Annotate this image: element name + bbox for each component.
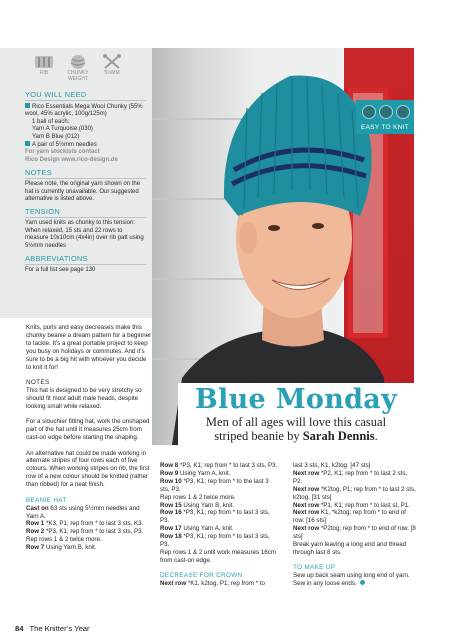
instruction-text: 63 sts using 5½mm needles and Yarn A. bbox=[26, 504, 140, 520]
repeat-instruction: Rep rows 1 & 2 twice more. bbox=[160, 493, 236, 501]
notes-paragraph: For a slouchier fitting hat, work the unshaped part of the hat until it measures 25cm from cast-on edge before starting the shaping. bbox=[26, 418, 150, 442]
instruction-text: *P3, K1; rep from * to last 3 sts, P3. bbox=[160, 533, 270, 549]
pattern-info-box bbox=[0, 48, 152, 318]
yarn-text: Rico Essentials Mega Wool Chunky (55% wool, 45% acrylic, 100g/125m) bbox=[25, 104, 143, 118]
column-3 bbox=[293, 462, 417, 588]
end-mark-icon bbox=[360, 580, 365, 585]
make-up-text bbox=[293, 572, 417, 588]
instruction-text: *K3, P1; rep from * to last 3 sts, K3. bbox=[44, 520, 144, 528]
decrease-heading: DECREASE FOR CROWN bbox=[160, 572, 243, 580]
row-instruction bbox=[293, 470, 417, 486]
instruction-label: Next row bbox=[293, 485, 320, 493]
needles-text: A pair of 5½mm needles bbox=[32, 142, 97, 149]
instruction-label: Cast on bbox=[26, 504, 49, 512]
swatch-weight bbox=[67, 54, 89, 82]
page-footer bbox=[15, 624, 90, 633]
difficulty-badge bbox=[356, 100, 414, 134]
stockists-label: For yarn stockists contact bbox=[25, 149, 100, 156]
rico-label: Rico Design www.rico-design.de bbox=[25, 156, 118, 163]
row-instruction bbox=[293, 509, 417, 525]
yarn-ball-icon bbox=[379, 105, 393, 119]
beanie-heading: BEANIE HAT bbox=[26, 496, 67, 504]
magazine-name: The Knitter’s Year bbox=[29, 624, 90, 633]
swatch-label: 5½MM bbox=[104, 70, 120, 76]
row-instruction bbox=[160, 509, 280, 525]
pattern-subtitle bbox=[178, 415, 414, 443]
row-instruction bbox=[26, 544, 152, 552]
tension-heading: TENSION bbox=[25, 207, 146, 218]
instruction-text: Using Yarn B, knit. bbox=[181, 501, 235, 509]
eye bbox=[312, 223, 324, 229]
make-up-body: Sew up back seam using long end of yarn. Sew in any loose ends. bbox=[293, 572, 410, 588]
column-2 bbox=[160, 462, 280, 588]
instruction-label: Next row bbox=[293, 501, 320, 509]
title-block bbox=[178, 383, 414, 445]
instruction-label: Next row bbox=[293, 525, 320, 533]
page-number: 84 bbox=[15, 624, 24, 633]
instruction-text: *P3, K1; rep from * to last 3 sts, P3. bbox=[160, 509, 270, 525]
break-instruction: Break yarn leaving a long end and thread through last 8 sts. bbox=[293, 541, 407, 556]
notes-heading: NOTES bbox=[25, 168, 146, 179]
repeat-instruction: Rep rows 1 & 2 twice more. bbox=[26, 536, 102, 544]
yarn-ball-icon bbox=[396, 105, 410, 119]
row-instruction bbox=[293, 502, 417, 510]
yarn-ball-icon bbox=[362, 105, 376, 119]
row-instruction bbox=[160, 478, 280, 494]
column-1 bbox=[26, 324, 152, 552]
author-name: Sarah Dennis bbox=[302, 429, 375, 443]
notes-paragraph: This hat is designed to be very stretchy so should fit most adult male heads, despite looking small while relaxed. bbox=[26, 386, 142, 410]
knitting-needles-icon bbox=[102, 54, 122, 70]
bullet-icon bbox=[25, 103, 30, 108]
instruction-text: *P3, K1; rep from * to last 3 sts, P3. bbox=[178, 462, 278, 469]
rico-contact bbox=[25, 157, 146, 164]
row-instruction bbox=[160, 502, 280, 510]
yarn-balls bbox=[362, 105, 410, 119]
notes-heading-body: NOTES bbox=[26, 379, 50, 387]
ear bbox=[239, 222, 257, 254]
instruction-text: Using Yarn A, knit. bbox=[178, 469, 231, 477]
instruction-label: Next row bbox=[293, 509, 320, 517]
yarn-b: Yarn B Blue (012) bbox=[32, 133, 80, 140]
bullet-icon bbox=[25, 141, 30, 146]
notes-text: Please note, the original yarn shown on the hat is currently unavailable. Our suggested alternative is listed above. bbox=[25, 181, 141, 203]
instruction-label: Row 8 bbox=[160, 462, 179, 469]
swatch-needles bbox=[101, 54, 123, 82]
instruction-text: *P3, K1; rep from * to the last 3 sts, P3. bbox=[160, 477, 269, 493]
instruction-text: *K1, k2tog, P1; rep from * to bbox=[186, 580, 265, 588]
subtitle-prefix: striped beanie by bbox=[214, 429, 303, 443]
row-instruction bbox=[160, 533, 280, 549]
eye bbox=[268, 225, 280, 231]
instruction-text: *P2tog; rep from * to end of row. [8 sts] bbox=[293, 525, 416, 541]
repeat-instruction: Rep rows 1 & 2 until work measures 16cm from cast-on edge. bbox=[160, 548, 276, 564]
make-up-heading: TO MAKE UP bbox=[293, 564, 336, 572]
you-will-need-heading: YOU WILL NEED bbox=[25, 90, 146, 101]
row-instruction bbox=[160, 580, 280, 588]
ball-count: 1 ball of each: bbox=[32, 118, 70, 125]
stockists-text bbox=[25, 149, 146, 156]
swatch-label: CHUNKY WEIGHT bbox=[67, 70, 89, 82]
subtitle-line-2 bbox=[178, 429, 414, 443]
abbreviations-heading: ABBREVIATIONS bbox=[25, 254, 146, 265]
needles-spec bbox=[25, 141, 146, 149]
instruction-label: Next row bbox=[160, 580, 187, 588]
row-instruction bbox=[160, 525, 280, 533]
instruction-label: Row 18 bbox=[160, 533, 182, 541]
abbreviations-text: For a full list see page 130 bbox=[25, 267, 96, 274]
notes-paragraph: An alternative hat could be made working in alternate stripes of four rows each of five colours. When working stripes on rib, the first row of a new colour should be knitted (rather than ribbed) for a neat finish. bbox=[26, 449, 150, 489]
yarn-a: Yarn A Turquoise (030) bbox=[32, 126, 93, 133]
instruction-label: Row 17 bbox=[160, 525, 182, 533]
instruction-label: Row 2 bbox=[26, 528, 45, 536]
row-instruction bbox=[160, 470, 280, 478]
row-instruction bbox=[293, 486, 417, 502]
cast-on-instruction bbox=[26, 505, 152, 521]
yarn-ball-icon bbox=[68, 54, 88, 70]
row-instruction bbox=[26, 528, 152, 536]
instruction-text: Using Yarn A, knit. bbox=[181, 525, 234, 533]
row-instruction bbox=[293, 525, 417, 541]
yarn-spec bbox=[25, 103, 146, 119]
pattern-icons bbox=[33, 54, 146, 82]
subtitle-line-1: Men of all ages will love this casual bbox=[205, 415, 387, 429]
instruction-label: Row 1 bbox=[26, 520, 45, 528]
instruction-text: *K2tog, P1; rep from * to last 2 sts, k2tog. [31 sts] bbox=[293, 485, 416, 501]
instruction-text: *P3, K1; rep from * to last 3 sts, P3. bbox=[44, 528, 144, 536]
swatch-rib bbox=[33, 54, 55, 82]
instruction-text: K1, *k2tog; rep from * to end of row. [16 sts] bbox=[293, 509, 406, 525]
tension-text: Yarn used knits as chunky to this tension: When relaxed, 15 sts and 22 rows to measure 10x10cm (4x4in) over rib patt using 5½mm needles bbox=[25, 220, 144, 249]
swatch-label: RIB bbox=[39, 70, 49, 76]
instruction-label: Row 7 bbox=[26, 544, 45, 552]
instruction-label: Row 10 bbox=[160, 477, 182, 485]
row-instruction bbox=[160, 462, 280, 470]
instruction-text: *P2, K1; rep from * to last 2 sts, P2. bbox=[293, 469, 408, 485]
row-instruction bbox=[26, 520, 152, 528]
instruction-text: Using Yarn B, knit. bbox=[44, 544, 97, 552]
instruction-text: *P1, K1; rep from * to last st, P1. bbox=[319, 501, 410, 509]
difficulty-label: EASY TO KNIT bbox=[360, 124, 410, 131]
intro-text: Knits, purls and easy decreases make this chunky beanie a dream pattern for a beginner to tackle. It’s a great portable project to keep you busy on holidays or commutes. And it’s sure to be a big hit with whoever you decide to knit it for! bbox=[26, 324, 152, 371]
instruction-label: Row 9 bbox=[160, 469, 179, 477]
instruction-label: Next row bbox=[293, 469, 320, 477]
instruction-label: Row 15 bbox=[160, 501, 182, 509]
instruction-label: Row 16 bbox=[160, 509, 182, 517]
rib-stitch-icon bbox=[34, 54, 54, 70]
pattern-title: Blue Monday bbox=[194, 384, 398, 415]
continued-instruction: last 3 sts, K1, k2tog. [47 sts] bbox=[293, 462, 371, 469]
subtitle-suffix: . bbox=[374, 429, 378, 443]
